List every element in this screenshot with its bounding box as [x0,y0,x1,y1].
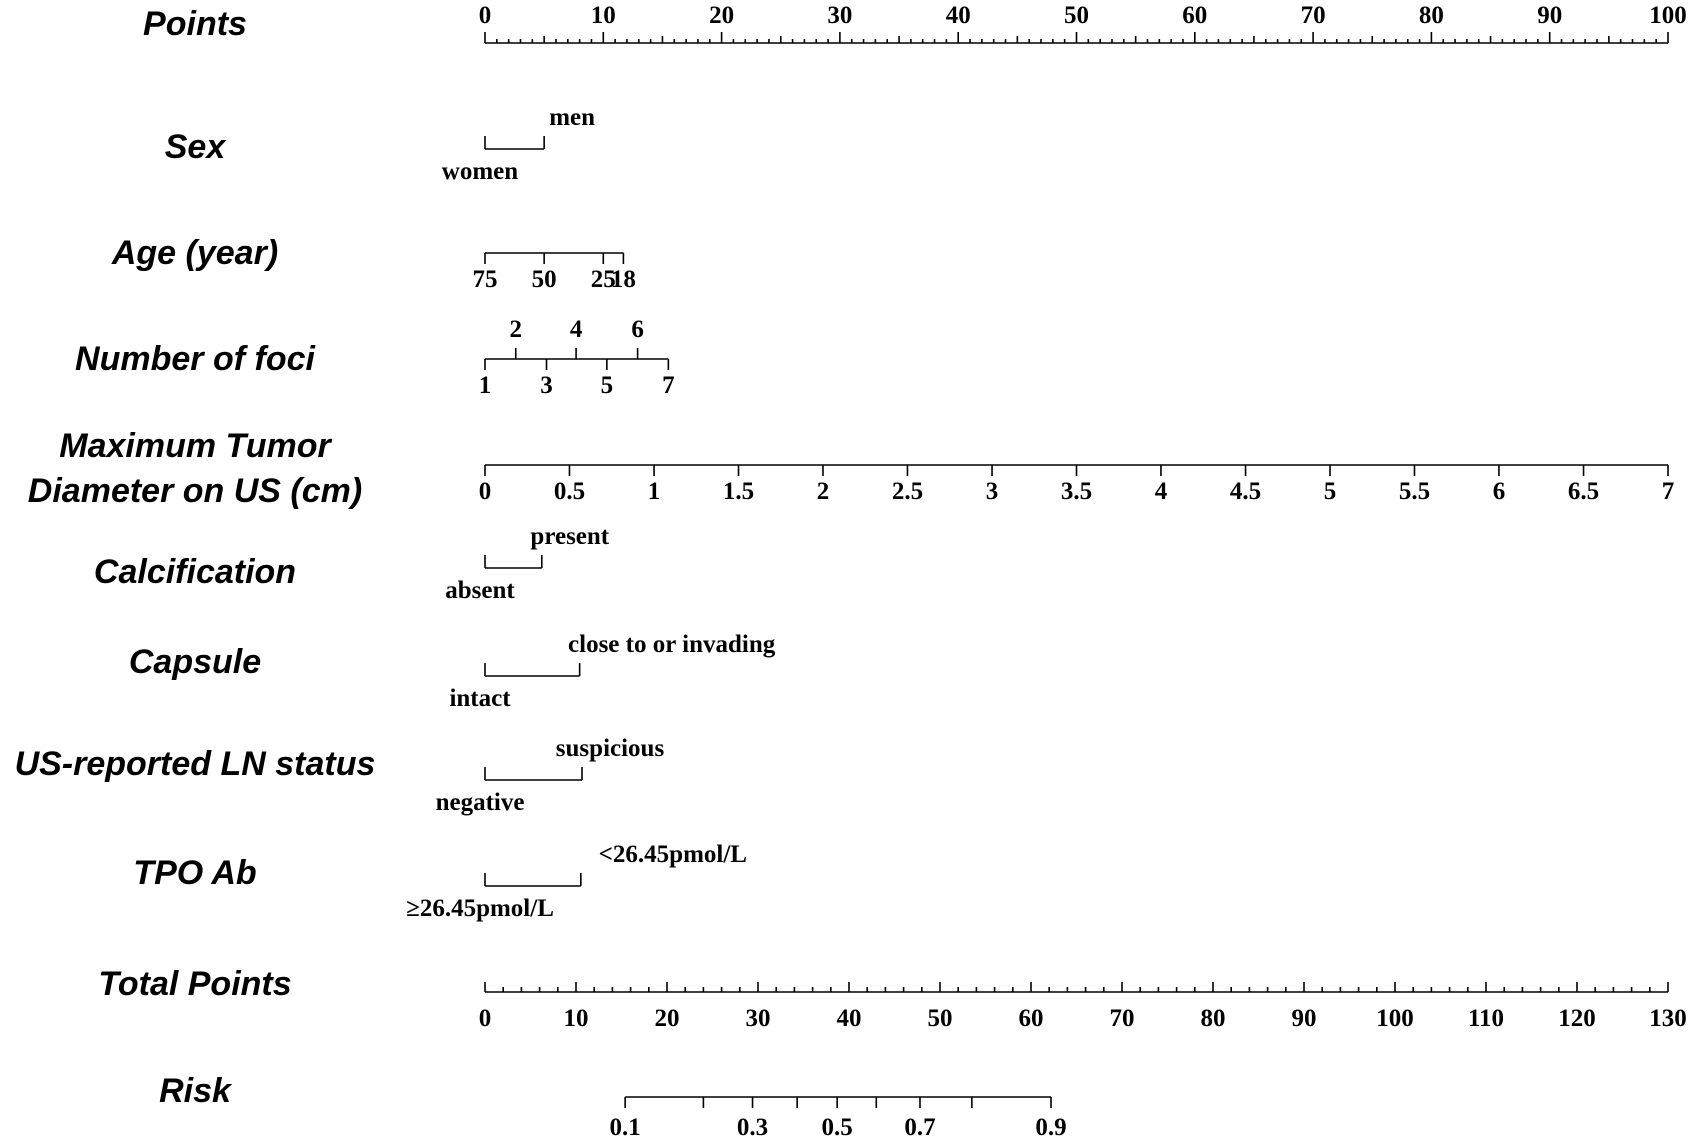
points-tick-label: 10 [590,2,616,29]
diameter-tick-label: 6.5 [1567,478,1600,505]
row-label-foci: Number of foci [75,340,315,378]
row-label-ln: US-reported LN status [14,745,376,783]
total-points-tick-label: 90 [1291,1005,1317,1032]
sex-level-label: women [441,158,519,185]
capsule-level-label: intact [449,685,511,712]
diameter-tick-label: 0.5 [553,478,586,505]
risk-tick-label: 0.3 [736,1114,769,1140]
risk-tick-label: 0.7 [904,1114,936,1140]
diameter-tick-label: 5.5 [1398,478,1431,505]
foci-tick-label: 6 [631,316,644,343]
foci-tick-label: 1 [478,372,492,399]
foci-tick-label: 5 [600,372,614,399]
row-label-age: Age (year) [111,234,279,272]
diameter-tick-label: 2.5 [891,478,924,505]
total-points-tick-label: 130 [1649,1005,1687,1032]
points-tick-label: 60 [1182,2,1208,29]
row-label-sex: Sex [164,128,226,166]
age-tick-label: 25 [590,266,616,293]
foci-tick-label: 4 [569,316,583,343]
total-points-tick-label: 120 [1558,1005,1596,1032]
total-points-tick-label: 110 [1467,1005,1505,1032]
row-label-total: Total Points [98,965,292,1003]
total-points-tick-label: 40 [836,1005,862,1032]
diameter-tick-label: 6 [1492,478,1506,505]
diameter-tick-label: 7 [1661,478,1675,505]
total-points-tick-label: 80 [1200,1005,1226,1032]
row-label-diameter: Maximum Tumor [59,427,331,465]
row-label-points: Points [143,5,247,43]
row-label-capsule: Capsule [128,643,262,681]
age-tick-label: 75 [472,266,498,293]
diameter-tick-label: 0 [478,478,492,505]
points-tick-label: 20 [709,2,735,29]
diameter-tick-label: 1.5 [722,478,755,505]
total-points-tick-label: 30 [745,1005,771,1032]
tpo-level-label: <26.45pmol/L [598,841,747,868]
diameter-tick-label: 3 [985,478,999,505]
age-tick-label: 50 [531,266,557,293]
diameter-tick-label: 1 [647,478,661,505]
foci-tick-label: 2 [509,316,523,343]
diameter-tick-label: 2 [816,478,830,505]
row-label-diameter: Diameter on US (cm) [27,472,363,510]
total-points-tick-label: 100 [1376,1005,1414,1032]
points-tick-label: 100 [1649,2,1687,29]
tpo-level-label: ≥26.45pmol/L [406,895,554,922]
foci-tick-label: 7 [662,372,675,399]
total-points-tick-label: 60 [1018,1005,1044,1032]
ln-level-label: suspicious [555,735,665,762]
diameter-tick-label: 5 [1323,478,1337,505]
risk-tick-label: 0.1 [609,1114,641,1140]
points-tick-label: 90 [1537,2,1563,29]
ln-level-label: negative [435,789,525,816]
total-points-tick-label: 10 [563,1005,589,1032]
diameter-tick-label: 4.5 [1229,478,1262,505]
calcification-level-label: absent [445,577,515,604]
row-label-tpo: TPO Ab [133,854,257,892]
sex-level-label: men [549,104,596,131]
foci-tick-label: 3 [540,372,553,399]
risk-tick-label: 0.9 [1035,1114,1067,1140]
points-tick-label: 50 [1064,2,1089,29]
points-tick-label: 40 [945,2,971,29]
risk-tick-label: 0.5 [821,1114,853,1140]
points-tick-label: 70 [1300,2,1326,29]
capsule-level-label: close to or invading [568,631,776,658]
points-tick-label: 0 [478,2,492,29]
row-label-calcification: Calcification [93,553,297,591]
total-points-tick-label: 0 [478,1005,492,1032]
total-points-tick-label: 20 [654,1005,680,1032]
age-tick-label: 18 [610,266,636,293]
points-tick-label: 30 [827,2,853,29]
total-points-tick-label: 50 [927,1005,953,1032]
calcification-level-label: present [530,523,610,550]
total-points-tick-label: 70 [1109,1005,1135,1032]
points-tick-label: 80 [1418,2,1444,29]
diameter-tick-label: 4 [1154,478,1168,505]
row-label-risk: Risk [159,1072,231,1110]
diameter-tick-label: 3.5 [1060,478,1093,505]
